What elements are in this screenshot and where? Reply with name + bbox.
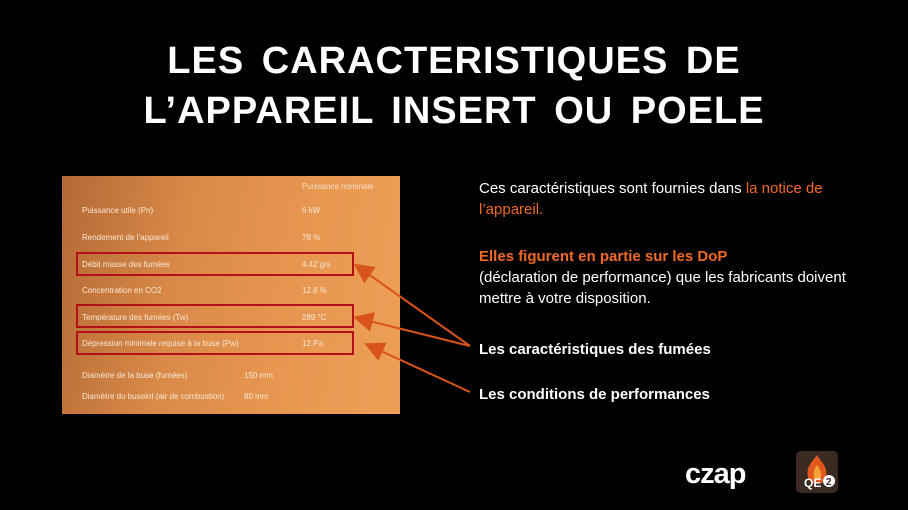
spec-row (82, 231, 382, 245)
spec-value: 12.8 % (302, 286, 327, 295)
column-header: Puissance nominale (302, 182, 374, 191)
czap-logo: czap (685, 458, 746, 490)
spec-label: Diamètre de la buse (fumées) (82, 371, 188, 380)
notice-highlight: la notice de l’appareil. (479, 180, 823, 218)
spec-row (82, 369, 382, 383)
spec-label: Puissance utile (Pn) (82, 206, 154, 215)
spec-label: Dépression minimale requise à la buse (Pw) (82, 339, 239, 348)
spec-label: Débit masse des fumées (82, 260, 171, 269)
spec-value: 6 kW (302, 206, 321, 215)
highlight-box-debit (76, 252, 354, 276)
spec-table-image (62, 176, 400, 414)
svg-text:2: 2 (826, 477, 832, 488)
spec-value: 80 mm (244, 392, 269, 401)
spec-row (82, 204, 382, 218)
spec-label: Diamètre du buselot (air de combustion) (82, 392, 225, 401)
fumees-label: Les caractéristiques des fumées (479, 341, 711, 358)
highlight-box-depression (76, 331, 354, 355)
spec-value: 150 mm (244, 371, 273, 380)
spec-label: Concentration en CO2 (82, 286, 162, 295)
notice-paragraph (479, 178, 889, 220)
spec-row (82, 284, 382, 298)
spec-label: Rendement de l’appareil (82, 233, 169, 242)
spec-value: 4.42 g/s (302, 260, 331, 269)
spec-value: 12 Pa (302, 339, 323, 348)
dop-paragraph (479, 246, 889, 309)
spec-row (82, 390, 382, 404)
slide-title (0, 36, 908, 136)
dop-heading: Elles figurent en partie sur les DoP (479, 248, 728, 265)
notice-text: Ces caractéristiques sont fournies dans (479, 180, 746, 197)
dop-text: (déclaration de performance) que les fabricants doivent mettre à votre disposition. (479, 269, 846, 307)
svg-text:QE: QE (804, 476, 822, 490)
highlight-box-temperature (76, 304, 354, 328)
spec-value: 78 % (302, 233, 321, 242)
title-line-2: L’APPAREIL INSERT OU POELE (143, 90, 765, 132)
qe2-logo (796, 451, 838, 493)
spec-label: Température des fumées (Tw) (82, 313, 189, 322)
performances-label: Les conditions de performances (479, 386, 710, 403)
spec-value: 289 °C (302, 313, 327, 322)
title-line-1: LES CARACTERISTIQUES DE (167, 40, 741, 82)
